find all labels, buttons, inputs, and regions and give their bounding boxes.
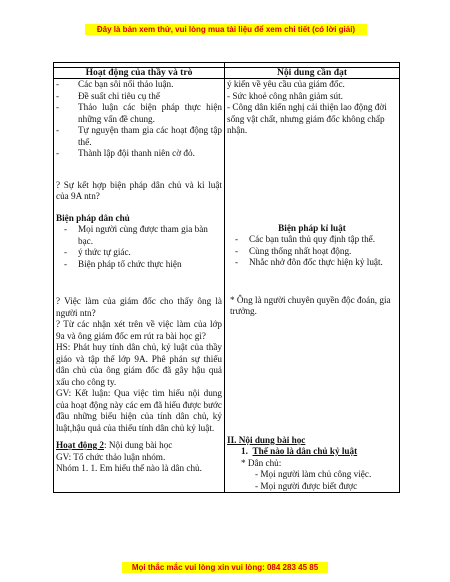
- question-3: ? Từ các nhận xét trên về việc làm của lớp 9a và ông giám đốc em rút ra bài học gì?: [56, 319, 222, 341]
- lesson-table: [53, 62, 400, 493]
- list-item: - ý thức tự giác.: [64, 247, 131, 257]
- discipline-measures-title: Biện pháp kỉ luật: [278, 222, 346, 233]
- dash-item: - Đề suất chi tiêu cụ thể: [56, 90, 160, 101]
- header-teacher-student: Hoạt động của thầy và trò: [54, 68, 225, 79]
- democracy-item: - Mọi người làm chủ công việc.: [255, 469, 372, 479]
- democracy-measures-title: Biện pháp dân chủ: [56, 212, 130, 223]
- list-item: - Cùng thống nhất hoạt động.: [235, 245, 352, 256]
- list-item: - Nhắc nhở đôn đốc thực hiện kỷ luật.: [235, 257, 383, 267]
- democracy-item: - Mọi người được biết được: [255, 480, 358, 491]
- content-line: - Công dân kiến nghị cải thiện lao động đời sống vật chất, nhưng giám đốc không chấp nhận.: [227, 102, 387, 135]
- democracy-label: * Dân chủ:: [241, 457, 282, 468]
- header-content: Nội dung cần đạt: [225, 68, 400, 79]
- dash-item: - Các bạn sôi nổi thảo luận.: [56, 79, 174, 89]
- group-discussion: GV: Tổ chức thảo luận nhóm.: [56, 451, 166, 462]
- table-header-row: [54, 68, 400, 79]
- content-line: - Sức khoẻ công nhân giảm sút.: [227, 90, 343, 101]
- list-item: - Các bạn tuân thủ quy định tập thể.: [235, 234, 376, 244]
- question-2: ? Việc làm của giám đốc cho thấy ông là người ntn?: [56, 296, 222, 318]
- question-1: ? Sự kết hợp biện pháp dân chủ và kỉ luật của 9A ntn?: [56, 179, 222, 201]
- group-1-question: Nhóm 1. 1. Em hiểu thế nào là dân chủ.: [56, 463, 202, 473]
- teacher-conclusion: GV: Kết luận: Qua việc tìm hiểu nội dung của hoạt động này các em đã hiểu được bước đầu những biểu hiện của tính dân chủ, kỷ luật,hậu quả của thiếu tính dân chủ kỷ luật.: [56, 388, 222, 433]
- list-item: - Mọi người cùng được tham gia bàn bạc.: [64, 224, 208, 246]
- content-line: ý kiến về yêu cầu của giám đốc.: [227, 79, 345, 89]
- dash-item: - Thảo luận các biện pháp thực hiện những vấn đề chung.: [56, 102, 222, 124]
- right-column-cell: [225, 79, 400, 493]
- activity-2-heading: Hoạt động 2: Nội dung bài học: [56, 440, 173, 450]
- student-answer: HS: Phát huy tính dân chủ, kỷ luật của thầy giáo và tập thể lớp 9A. Phê phán sự thiếu dân chủ của ông giám đốc đã gây hậu quả xấu cho công ty.: [56, 342, 222, 387]
- director-assessment: * Ông là người chuyên quyền độc đoán, gia trưởng.: [230, 294, 391, 316]
- left-column-cell: [54, 79, 225, 493]
- table-row: [54, 79, 400, 493]
- subsection-heading: 1. Thế nào là dân chủ kỷ luật: [241, 446, 358, 456]
- list-item: - Biện pháp tổ chức thực hiện: [64, 258, 182, 269]
- contact-banner: Mọi thắc mắc vui lòng xin vui lòng: 084 283 45 85: [122, 562, 328, 573]
- dash-item: - Tự nguyện tham gia các hoạt động tập thể.: [56, 125, 222, 147]
- dash-item: - Thành lập đội thanh niên cờ đỏ.: [56, 148, 195, 158]
- section-heading: II. Nội dung bài học: [227, 434, 306, 445]
- preview-notice-banner: Đây là bản xem thử, vui lòng mua tài liệu để xem chi tiết (có lời giải): [85, 24, 367, 35]
